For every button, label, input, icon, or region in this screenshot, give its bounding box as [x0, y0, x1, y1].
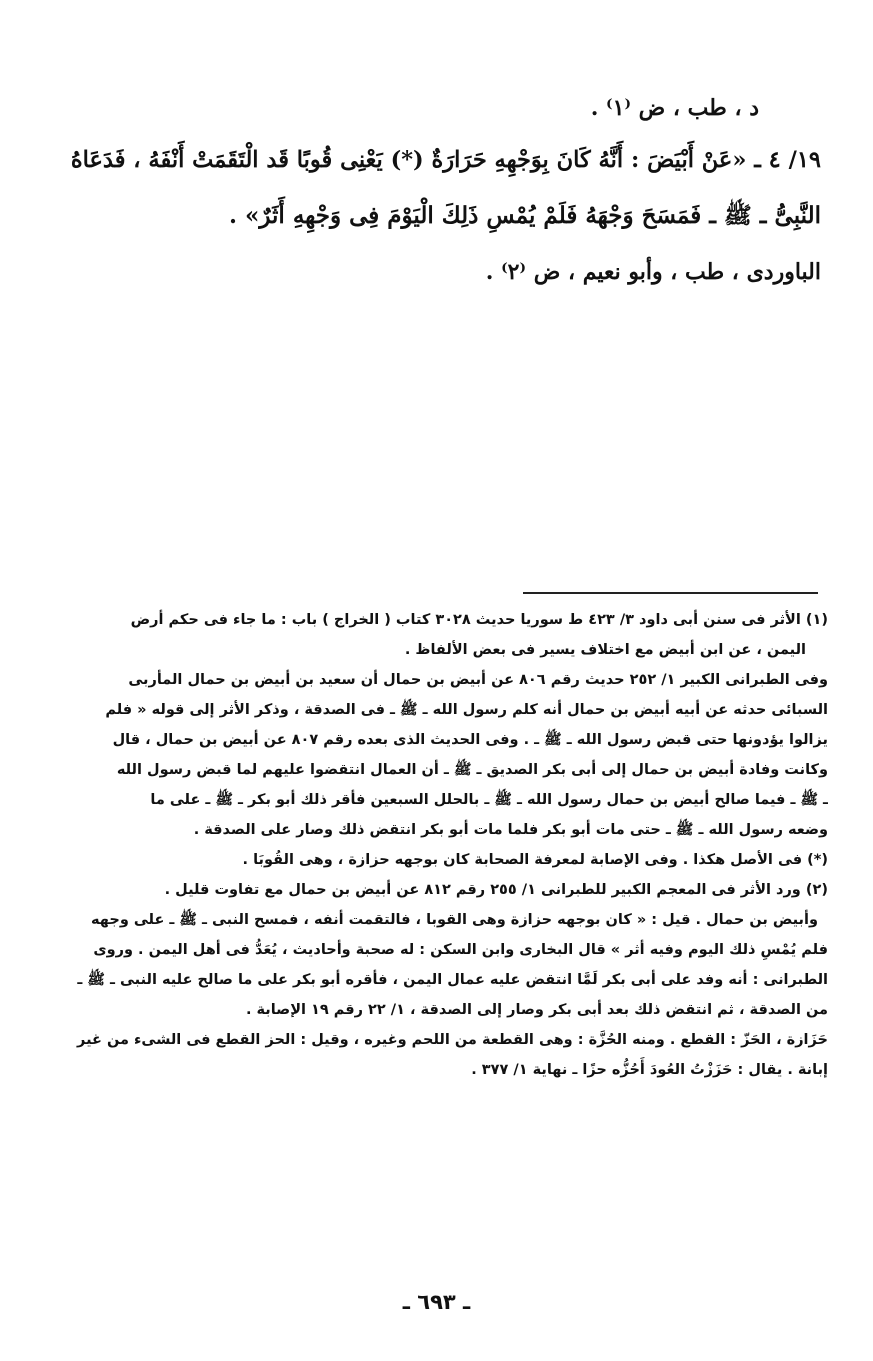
footnote-line: حَزَازة ، الحَزّ : القطع . ومنه الحُزَّة : وهى القطعة من اللحم وغيره ، وقيل : الحز القطع فى الشىء من غير: [77, 1032, 828, 1048]
footnote-line: فلم يُمْسِ ذلك اليوم وفيه أثر » قال البخارى وابن السكن : له صحبة وأحاديث ، يُعَدُّ فى أهل اليمن . وروى: [93, 942, 828, 958]
footnote-line: اليمن ، عن ابن أبيض مع اختلاف يسير فى بعض الألفاظ .: [404, 642, 806, 658]
hadith-line: ١٩/ ٤ ـ «عَنْ أَبْيَضَ : أَنَّهُ كَانَ بِوَجْهِهِ حَرَارَةٌ (*) يَعْنِى قُوبًا قَد الْتَقَمَتْ أَنْفَهُ ، فَدَعَاهُ: [70, 147, 821, 173]
footnote-line: وأبيض بن حمال . قيل : « كان بوجهه حزازة وهى القوبا ، فالتقمت أنفه ، فمسح النبى ـ ﷺ ـ على وجهه: [91, 912, 818, 928]
footnote-line: (*) فى الأصل هكذا . وفى الإصابة لمعرفة الصحابة كان بوجهه حزازة ، وهى القُوبَا .: [242, 852, 828, 868]
footnote-line: يزالوا يؤدونها حتى قبض رسول الله ـ ﷺ ـ . وفى الحديث الذى بعده رقم ٨٠٧ عن أبيض بن حمال ، قال: [112, 732, 828, 748]
footnote-line: ـ ﷺ ـ فيما صالح أبيض بن حمال رسول الله ـ ﷺ ـ بالحلل السبعين فأقر ذلك أبو بكر ـ ﷺ ـ على ما: [150, 792, 828, 808]
footnote-line: (٢) ورد الأثر فى المعجم الكبير للطبرانى ١/ ٢٥٥ رقم ٨١٢ عن أبيض بن حمال مع تفاوت قليل .: [164, 882, 828, 898]
footnote-line: وكانت وفادة أبيض بن حمال إلى أبى بكر الصديق ـ ﷺ ـ أن العمال انتقضوا عليهم لما قبض رسول الله: [116, 762, 828, 778]
footnote-line: الطبرانى : أنه وفد على أبى بكر لَمَّا انتقض عليه عمال اليمن ، فأقره أبو بكر على ما صالح عليه النبى ـ ﷺ ـ: [77, 972, 828, 988]
footnote-line: (١) الأثر فى سنن أبى داود ٣/ ٤٢٣ ط سوريا حديث ٣٠٢٨ كتاب ( الخراج ) باب : ما جاء فى حكم أرض: [130, 612, 828, 628]
footnote-line: وضعه رسول الله ـ ﷺ ـ حتى مات أبو بكر فلما مات أبو بكر انتقض ذلك وصار على الصدقة .: [193, 822, 828, 838]
footnote-line: إبانة . يقال : حَزَزْتُ العُودَ أَحُزُّه حزًا ـ نهاية ١/ ٣٧٧ .: [471, 1062, 828, 1078]
footnote-line: السبائى حدثه عن أبيه أبيض بن حمال أنه كلم رسول الله ـ ﷺ ـ فى الصدقة ، وذكر الأثر إلى قوله « فلم: [105, 702, 828, 718]
footnote-line: من الصدقة ، ثم انتقض ذلك بعد أبى بكر وصار إلى الصدقة ، ١/ ٢٢ رقم ١٩ الإصابة .: [245, 1002, 828, 1018]
hadith-text: [60, 80, 821, 300]
page-number: ـ ٦٩٣ ـ: [402, 1290, 471, 1314]
footnote-line: وفى الطبرانى الكبير ١/ ٢٥٢ حديث رقم ٨٠٦ عن أبيض بن حمال أن سعيد بن أبيض بن حمال المأربى: [128, 672, 828, 688]
footnote-separator: [523, 592, 818, 594]
source-line: الباوردى ، طب ، وأبو نعيم ، ض ⁽٢⁾ .: [485, 259, 821, 285]
footnotes: [42, 605, 828, 1085]
hadith-line: النَّبِىُّ ـ ﷺ ـ فَمَسَحَ وَجْهَهُ فَلَمْ يُمْسِ ذَلِكَ الْيَوْمَ فِى وَجْهِهِ أَثَرٌ» .: [228, 202, 821, 229]
source-line: د ، طب ، ض ⁽١⁾ .: [590, 95, 759, 121]
